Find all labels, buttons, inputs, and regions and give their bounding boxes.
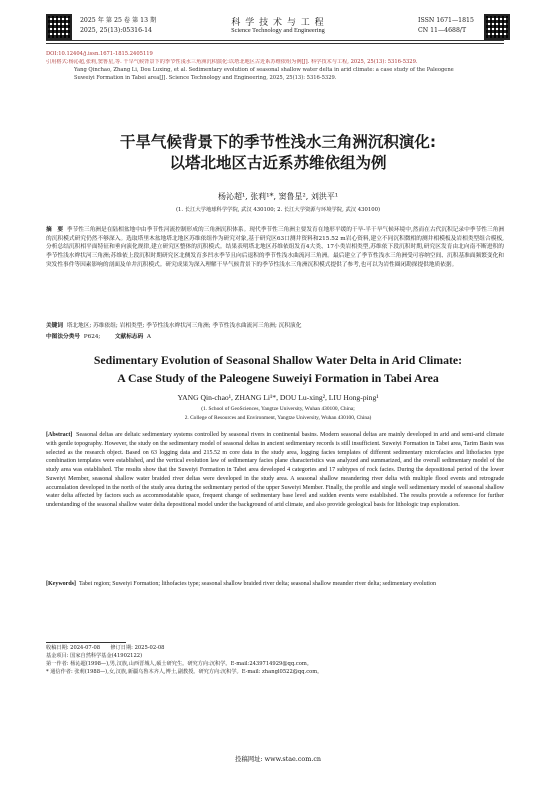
keywords-zh-label: 关键词 — [46, 323, 64, 329]
abstract-zh-label: 摘 要 — [46, 227, 64, 233]
footnote-divider — [46, 642, 126, 643]
doi[interactable]: DOI:10.12404/j.issn.1671-1815.2405119 — [46, 51, 153, 57]
clc-value: P624; — [83, 334, 101, 340]
authors-en: YANG Qin-chao¹, ZHANG Li¹*, DOU Lu-xing², LIU Hong-ping¹ — [177, 393, 379, 402]
keywords-en-label: [Keywords] — [46, 581, 76, 587]
submission-website[interactable]: 投稿网址: www.stae.com.cn — [234, 755, 322, 763]
footnote-fund: 基金项目: 国家自然科学基金(41902122) — [46, 653, 143, 659]
citation-en-line2: Suweiyi Formation in Tabei area[J]. Science Technology and Engineering, 2025, 25(13): 5316-5329. — [74, 74, 337, 81]
header-rule-thin — [46, 43, 504, 44]
abstract-en — [46, 431, 504, 510]
clc-label: 中图法分类号 — [46, 334, 81, 340]
affiliation-en-line2: 2. College of Resources and Environment, Yangtze University, Wuhan 430100, China) — [184, 415, 372, 421]
title-en-line2: A Case Study of the Paleogene Suweiyi Formation in Tabei Area — [117, 371, 439, 385]
title-zh-line2: 以塔北地区古近系苏维依组为例 — [169, 154, 387, 172]
keywords-en — [46, 580, 504, 589]
header-rule — [46, 40, 504, 41]
abstract-zh — [46, 226, 504, 270]
title-zh-line1: 干旱气候背景下的季节性浅水三角洲沉积演化: — [119, 133, 437, 151]
keywords-en-text: Tabei region; Suweiyi Formation; lithofacies type; seasonal shallow braided river delta; seasonal shallow meander river delta; sedimentary evolution — [79, 581, 436, 587]
abstract-en-label: [Abstract] — [46, 432, 73, 438]
doc-code-value: A — [146, 334, 151, 340]
doc-code-label: 文献标志码 — [114, 334, 144, 340]
header-journal-zh: 科 学 技 术 与 工 程 — [231, 18, 325, 28]
header-issn: ISSN 1671—1815 — [418, 17, 474, 24]
footnote-first-author: 第一作者: 杨沁超(1998—),男,汉族,山西晋城人,硕士研究生。研究方向:沉积学。E-mail:2439714929@qq.com。 — [46, 661, 312, 667]
classification-zh — [46, 333, 504, 342]
header-cn: CN 11—4688/T — [418, 27, 467, 34]
footnote-corresponding: * 通信作者: 张莉(1988—),女,汉族,新疆乌鲁木齐人,博士,副教授。研究方向:沉积学。E-mail: zhangl0522@qq.com。 — [46, 669, 323, 675]
abstract-en-text: Seasonal deltas are deltaic sedimentary systems controlled by seasonal rivers in continental basins. Modern seasonal deltas are mainly developed in arid and semi-arid climate with gentle topography. However, the study on the sedimentary model of seasonal deltas in ancient sedimentary records is still insufficient. Suweiyi Formation in Tabei area, Tarim Basin was selected as the research object. Based on 63 logging data and 215.52 m core data in the study area, logging facies templates of different sedimentary microfacies and lithofacies type combination templates were established, and the vertical evolution law of sedimentary facies plane characteristics was analyzed and summarized, and the overall sedimentary model of the study area was established. The results show that the Suweiyi Formation in Tabei area developed 4 categories and 17 subtypes of rock facies. During the depositional period of the lower Suweiyi Member, seasonal shallow water braided river deltas were developed in the study area. A seasonal shallow meandering river delta with multiple flood events and retrograde accumulation developed in the north of the study area during the sedimentary period of the upper Suweiyi Member. Finally, the profile and single well sedimentary model of seasonal shallow water delta affected by factors such as accommodatable space, frequent change of sedimentary base level and sudden events were established. The results provide a reference for further understanding of the seasonal shallow water delta depositional model under the background of arid climate, and also provide geological basis for lithologic trap exploration. — [46, 432, 504, 508]
abstract-zh-text: 季节性三角洲是在陆相盆地中由季节性河流控制形成的三角洲沉积体系。现代季节性三角洲主要发育在地形平缓的干旱-半干旱气候环境中,然而在古代沉积记录中季节性三角洲的沉积模式研究仍然不够深入。选取塔里木盆地塔北地区苏维依组作为研究对象,基于研究区63口测井资料和215.52 m岩心资料,建立不同沉积微相的测井相模板及岩相类型组合模板,分析总结沉积相平面特征和垂向演化规律,建立研究区整体的沉积模式。结果表明塔北地区苏维依组发育4大类、17小类岩相类型,苏维依下段沉积时期,研究区发育由北向南不断进积的季节性浅水辫状河三角洲;苏维依上段沉积时期研究区北侧发育多凹水季节且向后退积的季节性浅水曲流河三角洲。最后建立了季节性浅水三角洲受可容纳空间、沉积基准面频繁变化和突发性事件等因素影响的剖面及单井沉积模式。研究成果为深入理解干旱气候背景下的季节性浅水三角洲沉积模式提供了参考,也可以为岩性圈闭勘探提供地质依据。 — [46, 227, 505, 268]
affiliation-zh: (1. 长江大学地球科学学院, 武汉 430100; 2. 长江大学资源与环境学院, 武汉 430100) — [175, 207, 381, 213]
footnote-received: 收稿日期: 2024-07-08 修订日期: 2025-02-08 — [46, 645, 165, 651]
header-issue-en: 2025, 25(13):05316-14 — [80, 27, 152, 34]
header-issue-zh: 2025 年 第 25 卷 第 13 期 — [80, 17, 157, 24]
title-en-line1: Sedimentary Evolution of Seasonal Shallow Water Delta in Arid Climate: — [93, 353, 463, 367]
affiliation-en-line1: (1. School of GeoSciences, Yangtze University, Wuhan 430100, China; — [201, 406, 355, 412]
keywords-zh — [46, 322, 504, 331]
header-journal-en: Science Technology and Engineering — [231, 27, 325, 34]
keywords-zh-text: 塔北地区; 苏维依组; 岩相类型; 季节性浅水辫状河三角洲; 季节性浅水曲流河三角洲; 沉积演化 — [66, 323, 302, 329]
citation-en-line1: Yang Qinchao, Zhang Li, Dou Luxing, et al. Sedimentary evolution of seasonal shallow water delta in arid climate: a case study of the Paleogene — [74, 67, 454, 73]
citation-zh: 引用格式:杨沁超,张莉,窦鲁星,等. 干旱气候背景下的季节性浅水三角洲沉积演化:以塔北地区古近系苏维依组为例[J]. 科学技术与工程, 2025, 25(13): 5316-5329. — [46, 59, 418, 65]
authors-zh: 杨沁超¹, 张莉¹*, 窦鲁星², 刘洪平¹ — [217, 192, 339, 201]
